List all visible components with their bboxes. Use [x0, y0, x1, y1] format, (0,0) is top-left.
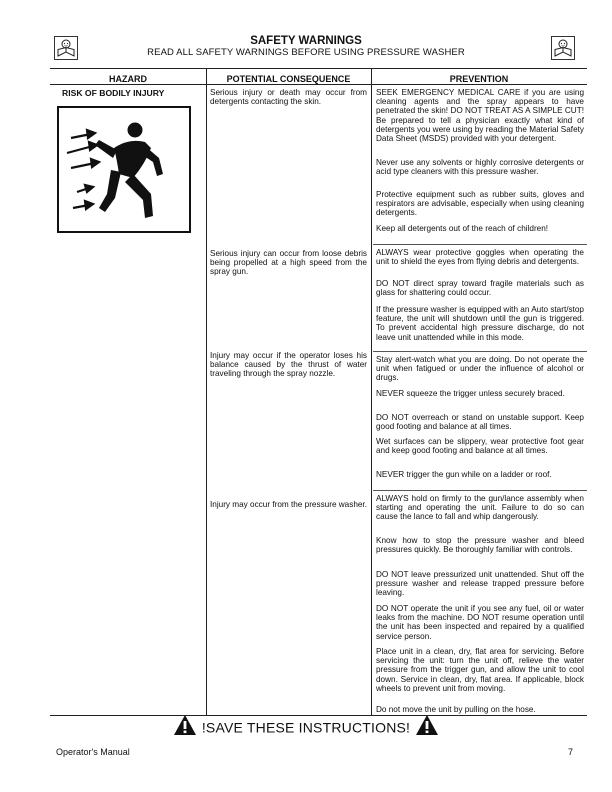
prevention-text: Protective equipment such as rubber suits, gloves and respirators are advisable, especially when using cleaning detergents.	[376, 190, 584, 218]
prevention-text: Stay alert-watch what you are doing. Do not operate the unit when fatigued or under the influence of alcohol or drugs.	[376, 355, 584, 383]
warning-triangle-icon	[415, 714, 439, 741]
table-header-rule	[50, 84, 587, 85]
table-top-rule	[50, 68, 587, 69]
column-divider	[206, 68, 207, 715]
page-number: 7	[568, 747, 574, 757]
spray-injury-icon	[59, 108, 188, 230]
column-header-consequence: POTENTIAL CONSEQUENCE	[226, 74, 351, 84]
prevention-text: Keep all detergents out of the reach of children!	[376, 224, 549, 233]
prevention-text: ALWAYS wear protective goggles when operating the unit to shield the eyes from flying debris and detergents.	[376, 248, 584, 267]
row-divider	[373, 244, 587, 245]
prevention-text: NEVER trigger the gun while on a ladder or roof.	[376, 470, 552, 479]
save-instructions-text: !SAVE THESE INSTRUCTIONS!	[201, 719, 411, 736]
page-subtitle: READ ALL SAFETY WARNINGS BEFORE USING PRESSURE WASHER	[147, 47, 465, 58]
row-divider	[373, 351, 587, 352]
footer-manual-name: Operator's Manual	[56, 747, 130, 757]
column-divider	[371, 68, 372, 715]
column-header-hazard: HAZARD	[109, 74, 147, 84]
prevention-text: Do not move the unit by pulling on the hose.	[376, 705, 536, 714]
prevention-text: Wet surfaces can be slippery, wear protective foot gear and keep good footing and balance at all times.	[376, 437, 584, 456]
consequence-text: Serious injury or death may occur from detergents contacting the skin.	[210, 88, 367, 107]
consequence-text: Serious injury can occur from loose debris being propelled at a high speed from the spray gun.	[210, 249, 367, 277]
prevention-text: Never use any solvents or highly corrosive detergents or acid type cleaners with this pressure washer.	[376, 158, 584, 177]
save-instructions-banner	[0, 714, 612, 741]
consequence-text: Injury may occur from the pressure washer.	[210, 500, 367, 509]
row-divider	[373, 490, 587, 491]
prevention-text: DO NOT leave pressurized unit unattended. Shut off the pressure washer and release trapped pressure before leaving.	[376, 570, 584, 598]
prevention-text: If the pressure washer is equipped with an Auto start/stop feature, the unit will shutdown until the gun is triggered. To prevent accidental high pressure discharge, do not leave unit unattended while in this mode.	[376, 305, 584, 342]
prevention-text: ALWAYS hold on firmly to the gun/lance assembly when starting and operating the unit. Failure to do so can cause the lance to fall and whip dangerously.	[376, 494, 584, 522]
prevention-text: Place unit in a clean, dry, flat area for servicing. Before servicing the unit: turn the unit off, relieve the water pressure from the trigger gun, and allow the unit to cool down. Service in clean, dry, flat area. If applicable, block wheels to prevent unit from moving.	[376, 647, 584, 693]
prevention-text: SEEK EMERGENCY MEDICAL CARE if you are using cleaning agents and the spray appears to have penetrated the skin! DO NOT TREAT AS A SIMPLE CUT! Be prepared to tell a physician exactly what kind of detergents you were using by reading the Material Safety Data Sheet (MSDS) provided with your detergent.	[376, 88, 584, 144]
hazard-graphic	[57, 106, 191, 233]
column-header-prevention: PREVENTION	[449, 74, 509, 84]
consequence-text: Injury may occur if the operator loses his balance caused by the thrust of water traveling through the spray nozzle.	[210, 351, 367, 379]
page-title: SAFETY WARNINGS	[250, 35, 362, 47]
prevention-text: DO NOT direct spray toward fragile materials such as glass for shattering could occur.	[376, 279, 584, 298]
prevention-text: Know how to stop the pressure washer and bleed pressures quickly. Be thoroughly familiar with controls.	[376, 536, 584, 555]
warning-triangle-icon	[173, 714, 197, 741]
prevention-text: DO NOT overreach or stand on unstable support. Keep good footing and balance at all times.	[376, 413, 584, 432]
prevention-text: NEVER squeeze the trigger unless securely braced.	[376, 389, 565, 398]
prevention-text: DO NOT operate the unit if you see any fuel, oil or water leaks from the machine. DO NOT resume operation until the unit has been inspected and repaired by a qualified service person.	[376, 604, 584, 641]
hazard-label: RISK OF BODILY INJURY	[62, 88, 165, 98]
